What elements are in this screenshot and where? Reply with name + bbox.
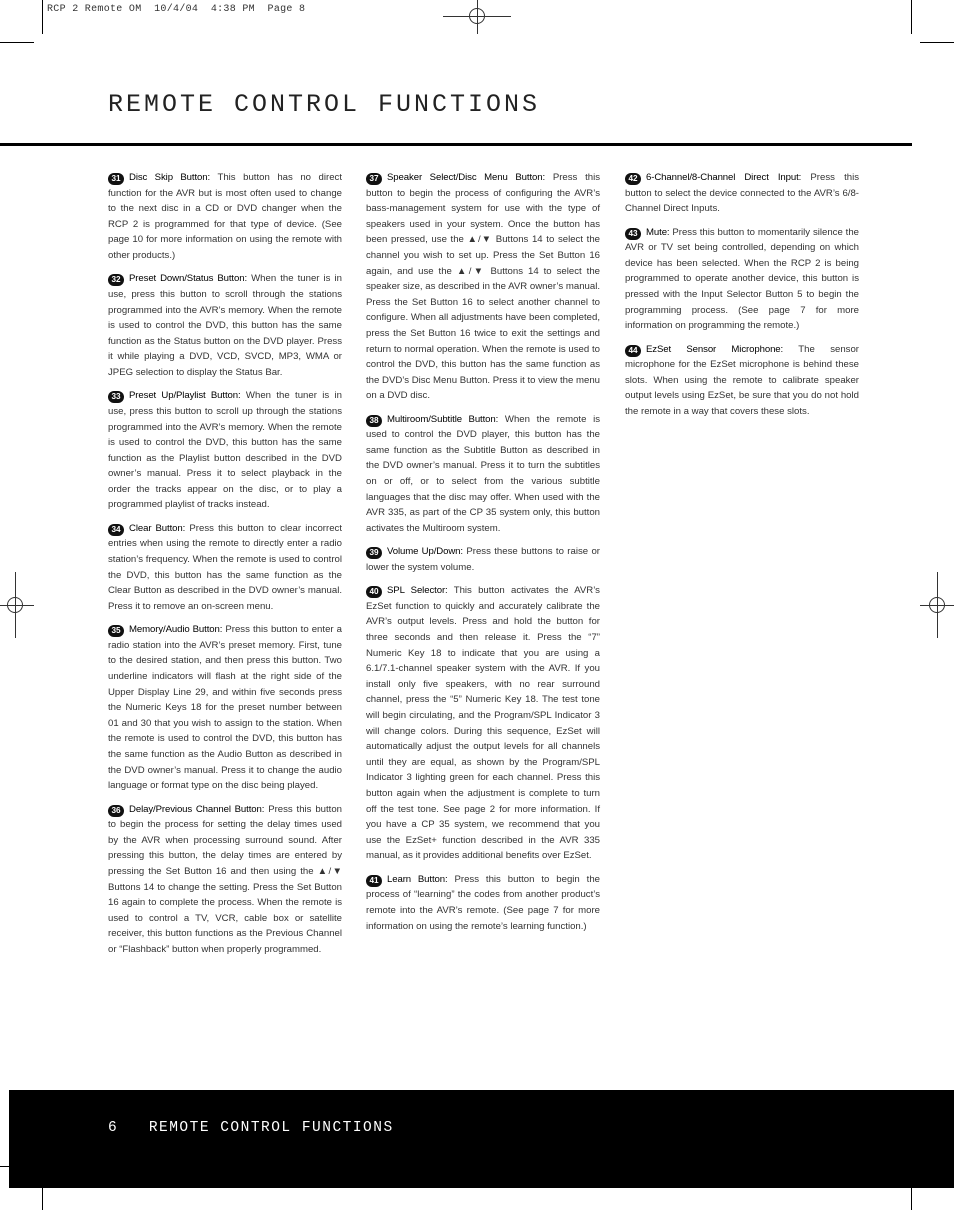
item-number-badge: 31 [108, 173, 124, 185]
entry-body: Press these buttons to raise or lower the system volume. [366, 546, 600, 573]
entry-35 [108, 622, 342, 794]
entry-33 [108, 388, 342, 513]
entry-41 [366, 872, 600, 934]
entry-40 [366, 583, 600, 864]
entry-38 [366, 412, 600, 537]
entry-heading: Speaker Select/Disc Menu Button: [387, 172, 546, 183]
crop-mark [911, 1188, 912, 1210]
crop-mark [0, 1166, 9, 1167]
item-number-badge: 36 [108, 805, 124, 817]
entry-heading: Preset Down/Status Button: [129, 273, 248, 285]
entry-body: The sensor microphone for the EzSet microphone is behind these slots. When using the remote to calibrate speaker output levels using EzSet, be sure that you do not hold the remote in a way that covers these slots. [625, 343, 859, 417]
entry-heading: Learn Button: [387, 873, 448, 885]
item-number-badge: 44 [625, 345, 641, 357]
item-number-badge: 42 [625, 173, 641, 185]
item-number-badge: 41 [366, 875, 382, 887]
crop-mark [920, 42, 954, 43]
column-1 [108, 170, 342, 965]
entry-39 [366, 544, 600, 575]
page-number: 6 [108, 1120, 119, 1136]
crop-mark [42, 1188, 43, 1210]
entry-body: Press this button to clear incorrect entries when using the remote to directly enter a radio station’s frequency. When the remote is used to control the DVD, this button has the same function as the Clear Button as described in the DVD owner’s manual. Press it to remove an on-screen menu. [108, 522, 342, 612]
entry-34 [108, 521, 342, 615]
item-number-badge: 33 [108, 391, 124, 403]
entry-body: When the tuner is in use, press this button to scroll up through the stations programmed into the AVR’s memory. When the remote is used to control the DVD, this button has the same function as the Playlist button described in the DVD owner’s manual. Press it to select playback in the order the tracks appear on the disc, or to play a programmed playlist of tracks instead. [108, 390, 342, 511]
crop-mark [42, 0, 43, 34]
entry-43 [625, 225, 859, 334]
entry-body: This button activates the AVR’s EzSet function to quickly and accurately calibrate the AVR’s output levels. Press and hold the button for three seconds and then release it. Press the “7” Numeric Key 18 to indicate that you are using a 6.1/7.1-channel speaker system with the AVR. If you install only five speakers, with no rear surround channel, press the “5” Numeric Key 18. The test tone will begin circulating, and the Program/SPL Indicator 3 will change colors. During this sequence, EzSet will automatically adjust the output levels for all channels until they are equal, as shown by the Program/SPL Indicator 3 lighting green for each channel. Press this button again when the adjustment is complete to turn off the test tone. See page 2 for more information. If you have a CP 35 system, we recommend that you use the EzSet+ function described in the AVR 335 manual, as it provides additional benefits over EzSet. [366, 585, 600, 862]
entry-31 [108, 170, 342, 264]
column-3 [625, 170, 859, 427]
entry-heading: Preset Up/Playlist Button: [129, 390, 241, 402]
entry-heading: Memory/Audio Button: [129, 624, 223, 636]
item-number-badge: 39 [366, 547, 382, 559]
entry-heading: Mute: [646, 226, 670, 238]
crop-mark [0, 42, 34, 43]
entry-44 [625, 342, 859, 420]
item-number-badge: 35 [108, 625, 124, 637]
item-number-badge: 40 [366, 586, 382, 598]
crop-mark [911, 0, 912, 34]
page-title: REMOTE CONTROL FUNCTIONS [108, 90, 541, 119]
entry-heading: SPL Selector: [387, 585, 448, 597]
entry-42 [625, 170, 859, 217]
entry-36 [108, 802, 342, 958]
footer-bar [9, 1090, 954, 1188]
item-number-badge: 38 [366, 415, 382, 427]
entry-body: This button has no direct function for the AVR but is most often used to change to the next disc in a CD or DVD changer when the RCP 2 is programmed for that type of device. (See page 10 for more information on using the remote with other products.) [108, 172, 343, 261]
entry-body: Press this button to begin the process for setting the delay times used by the AVR when processing surround sound. After pressing this button, the delay times are entered by pressing the Set Button 16 and then using the ▲/▼ Buttons 14 to change the setting. Press the Set Button 16 again to complete the process. When the remote is used to control a TV, VCR, cable box or satellite receiver, this button functions as the Previous Channel or “Flashback” button when properly programmed. [108, 803, 342, 955]
entry-heading: EzSet Sensor Microphone: [646, 343, 784, 355]
entry-body: Press this button to momentarily silence the AVR or TV set being controlled, depending on which device has been selected. When the RCP 2 is being programmed to operate another device, this button is pressed with the Input Selector Button 5 to begin the programming process. (See page 7 for more information on programming the remote.) [625, 226, 859, 332]
item-number-badge: 43 [625, 228, 641, 240]
entry-37 [366, 170, 600, 404]
entry-body: Press this button to begin the process of configuring the AVR’s bass-management system for use with the type of speakers used in your system. Once the button has been pressed, use the ▲/▼ Buttons 14 to select the channel you wish to set up. Press the Set Button 16 again, and use the ▲/▼ Buttons 14 to select the speaker size, as described in the AVR owner’s manual. Press the Set Button 16 to select another channel to configure. When all adjustments have been completed, press the Set Button 16 twice to exit the settings and return to normal operation. When the remote is used to control the DVD, this button has the same function as the DVD’s Disc Menu Button. Press it to view the menu on a DVD disc. [366, 172, 601, 402]
entry-body: When the tuner is in use, press this button to scroll through the stations programmed into the AVR’s memory. When the remote is used to control the DVD, this button has the same function as the Status button on the DVD player. Press it while playing a DVD, VCD, SVCD, MP3, WMA or JPEG selection to display the Status Bar. [108, 273, 342, 378]
entry-heading: 6-Channel/8-Channel Direct Input: [646, 172, 802, 183]
footer-section-title: REMOTE CONTROL FUNCTIONS [148, 1120, 394, 1136]
entry-body: Press this button to select the device connected to the AVR’s 6/8-Channel Direct Inputs. [625, 172, 860, 215]
entry-body: When the remote is used to control the DVD player, this button has the same function as the Subtitle Button as described in the DVD owner’s manual. Press it to turn the subtitles on or off, or to select from the various subtitle languages that the disc may offer. When used with the AVR 335, as part of the CP 35 system only, this button activates the Multiroom system. [366, 413, 601, 534]
entry-body: Press this button to begin the process of “learning” the codes from another product’s remote into the AVR’s remote. (See page 7 for more information on using the remote’s learning function.) [366, 873, 600, 932]
entry-32 [108, 271, 342, 380]
entry-heading: Disc Skip Button: [129, 172, 211, 183]
printer-slug: RCP 2 Remote OM 10/4/04 4:38 PM Page 8 [47, 4, 306, 15]
item-number-badge: 37 [366, 173, 382, 185]
entry-heading: Multiroom/Subtitle Button: [387, 413, 499, 425]
entry-heading: Volume Up/Down: [387, 546, 463, 558]
item-number-badge: 32 [108, 274, 124, 286]
entry-heading: Clear Button: [129, 522, 186, 534]
entry-heading: Delay/Previous Channel Button: [129, 803, 265, 815]
column-2 [366, 170, 600, 942]
title-rule [0, 143, 912, 146]
item-number-badge: 34 [108, 524, 124, 536]
entry-body: Press this button to enter a radio station into the AVR’s preset memory. First, tune to the desired station, and then press this button. Two underline indicators will flash at the right side of the Upper Display Line 29, and within five seconds press the Numeric Keys 18 for the preset number between 01 and 30 that you wish to assign to the station. When the remote is used to control the DVD, this button has the same function as the Audio Button as described in the DVD owner’s manual. Press it to change the audio language or format type on the disc being played. [108, 624, 342, 792]
footer-running-head [108, 1120, 394, 1136]
